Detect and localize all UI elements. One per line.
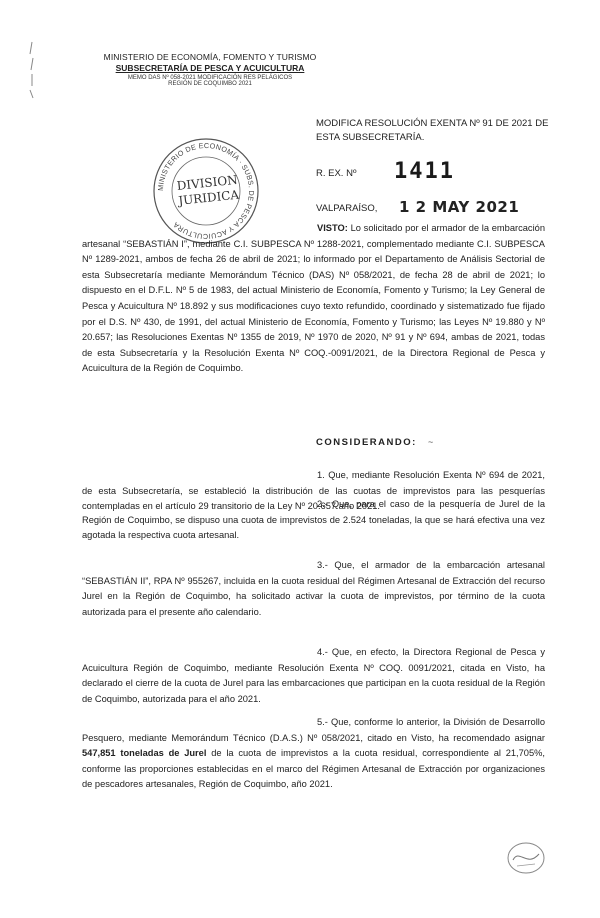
- stamp-line-1: DIVISION: [176, 172, 239, 193]
- subsecretaria-name: SUBSECRETARÍA DE PESCA Y ACUICULTURA: [115, 63, 305, 73]
- visto-text: Lo solicitado por el armador de la embarcación artesanal “SEBASTIÁN I”, mediante C.I. SUBPESCA Nº 1288-2021, complementado mediante C.I. SUBPESCA Nº 1289-2021, ambos de fecha 26 de abril de 2021; lo informado por el Departamento de Análisis Sectorial de esta Subsecretaría mediante Memorándum Técnico (DAS) Nº 058/2021, de fecha 28 de abril de 2021; lo dispuesto en el D.F.L. Nº 5 de 1983, del actual Ministerio de Economía, Fomento y Turismo; la Ley General de Pesca y Acuicultura Nº 18.892 y sus modificaciones cuyo texto refundido, coordinado y sistematizado fue fijado por el D.S. Nº 430, de 1991, del actual Ministerio de Economía, Fomento y Turismo; las Leyes Nº 19.880 y Nº 20.657; las Resoluciones Exentas Nº 1355 de 2019, Nº 1970 de 2020, Nº 91 y Nº 694, ambas de 2021, todas de esta Subsecretaría y la Resolución Exenta Nº COQ.-0091/2021, de la Directora Regional de Pesca y Acuicultura de la Región de Coquimbo.: [82, 223, 545, 374]
- signature-stamp-icon: [505, 840, 547, 876]
- check-mark-icon: ~: [428, 437, 434, 447]
- considerando-item-3-text: 3.- Que, el armador de la embarcación artesanal “SEBASTIÁN II”, RPA Nº 955267, incluida en la cuota residual del Régimen Artesanal de Extracción del recurso Jurel en la Región de Coquimbo, ha solicitado activar la cuota de imprevistos, por término de la cuota autorizada para el presente año calendario.: [82, 560, 545, 617]
- visto-paragraph: [82, 221, 545, 377]
- reference-line: MEMO DAS Nº 058-2021 MODIFICACIÓN RES PELÁGICOS: [127, 75, 293, 81]
- visto-label: VISTO:: [317, 223, 348, 233]
- stamp-ring-text: MINISTERIO DE ECONOMÍA · SUBS. DE PESCA Y ACUICULTURA: [155, 140, 257, 242]
- considerando-item-5-text: [82, 715, 545, 793]
- item-5-bold-amount: 547,851 toneladas de Jurel: [82, 748, 207, 759]
- considerando-item-2-text: 2.- Que, para el caso de la pesquería de Jurel de la Región de Coquimbo, se dispuso una cuota de imprevistos de 2.524 toneladas, la que se hará efectiva una vez agotada la respectiva cuota artesanal.: [82, 499, 545, 541]
- region-line: REGIÓN DE COQUIMBO 2021: [168, 81, 252, 87]
- resolution-subject: MODIFICA RESOLUCIÓN EXENTA Nº 91 DE 2021 DE ESTA SUBSECRETARÍA.: [316, 118, 549, 143]
- place-name: VALPARAÍSO,: [316, 203, 378, 214]
- resolution-date: 1 2 MAY 2021: [399, 198, 520, 216]
- item-5-lead: 5.- Que, conforme lo anterior, la División de Desarrollo Pesquero, mediante Memorándum Técnico (D.A.S.) Nº 058/2021, citado en Visto, ha recomendado asignar: [82, 717, 545, 743]
- considerando-item-3: [82, 558, 545, 620]
- considerando-item-1-text: 1. Que, mediante Resolución Exenta Nº 694 de 2021, de esta Subsecretaría, se estableció la distribución de las cuotas de imprevistos para las pesquerías contempladas en el artículo 29 transitorio de la Ley Nº 20.657 año 2021.: [82, 470, 545, 512]
- considerando-heading: CONSIDERANDO:: [316, 437, 417, 448]
- item-5-tail: de la cuota de imprevistos a la cuota residual, correspondiente al 21,705%, conforme las proporciones establecidas en el marco del Régimen Artesanal de Extracción por organizaciones de pescadores artesanales, Región de Coquimbo, año 2021.: [82, 748, 545, 790]
- letterhead: [90, 52, 330, 87]
- resolution-number: 1411: [394, 159, 455, 184]
- considerando-item-4-text: 4.- Que, en efecto, la Directora Regional de Pesca y Acuicultura Región de Coquimbo, mediante Resolución Exenta Nº COQ. 0091/2021, citada en Visto, ha declarado el cierre de la cuota de Jurel para las embarcaciones que participan en la cuota residual de la Región de Coquimbo, autorizada para el año 2021.: [82, 647, 545, 704]
- considerando-item-5: [82, 715, 545, 793]
- ministry-name: MINISTERIO DE ECONOMÍA, FOMENTO Y TURISMO: [103, 52, 317, 62]
- stamp-line-2: JURIDICA: [177, 187, 240, 208]
- margin-mark-icon: [26, 40, 38, 100]
- resolution-label: R. EX. Nº: [316, 168, 357, 179]
- considerando-item-2: [82, 497, 545, 544]
- considerando-item-4: [82, 645, 545, 707]
